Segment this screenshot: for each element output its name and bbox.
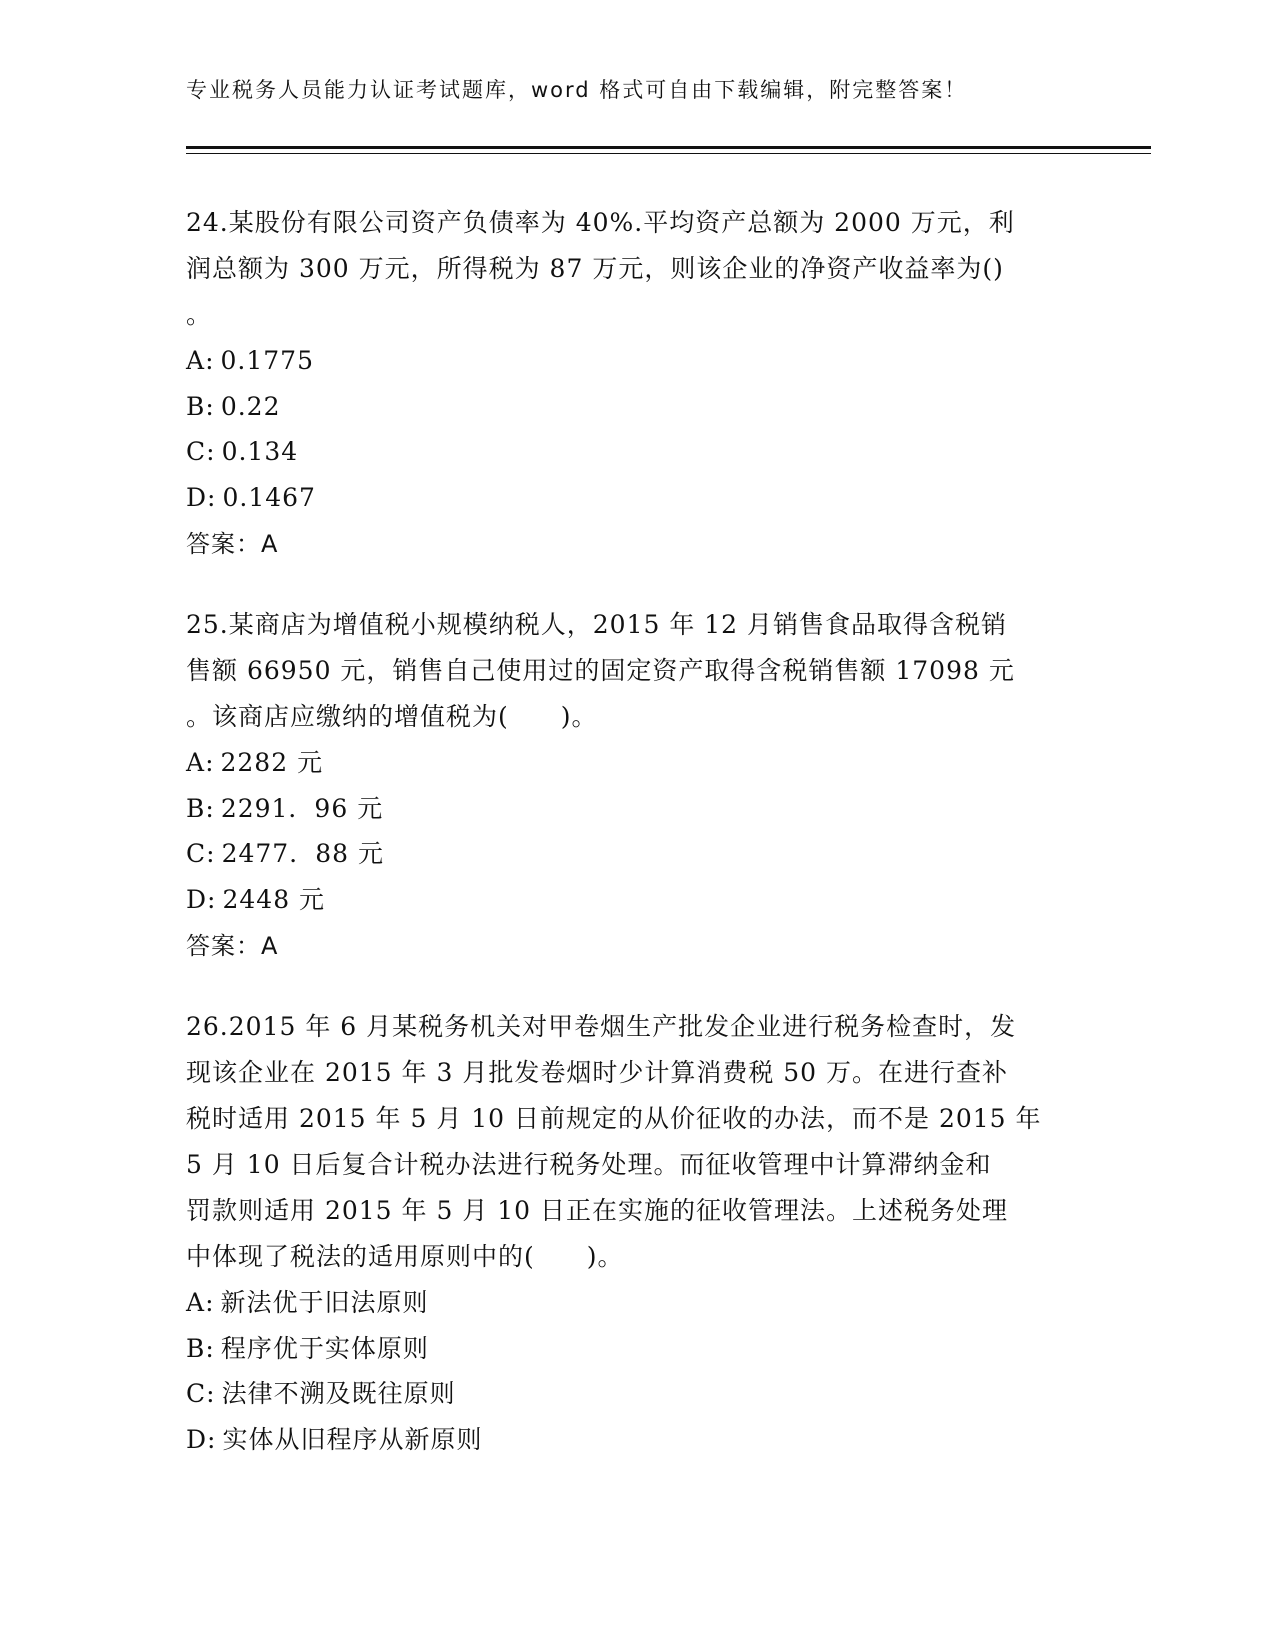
option-b: B: 程序优于实体原则 xyxy=(186,1333,429,1363)
option-text: 0.1467 xyxy=(222,482,316,512)
option-letter: A xyxy=(186,1288,206,1317)
option-text: 0.22 xyxy=(220,391,281,421)
question-26 xyxy=(186,1004,1086,1462)
option-text: 实体从旧程序从新原则 xyxy=(222,1424,483,1454)
stem-line: 税时适用 2015 年 5 月 10 日前规定的从价征收的办法，而不是 2015 年 xyxy=(186,1104,1042,1133)
option-text: 法律不溯及既往原则 xyxy=(221,1379,456,1408)
stem-line: 现该企业在 2015 年 3 月批发卷烟时少计算消费税 50 万。在进行查补 xyxy=(186,1058,1009,1087)
option-list xyxy=(186,740,1086,922)
stem-line: 24.某股份有限公司资产负债率为 40%.平均资产总额为 2000 万元，利 xyxy=(186,208,1015,237)
option-text: 程序优于实体原则 xyxy=(220,1333,429,1363)
stem-line: 中体现了税法的适用原则中的( )。 xyxy=(186,1242,624,1271)
option-letter: B xyxy=(186,1333,206,1363)
option-c: C: 0.134 xyxy=(186,437,299,466)
option-letter: D xyxy=(186,482,208,512)
option-letter: A xyxy=(186,748,206,777)
option-text: 新法优于旧法原则 xyxy=(220,1288,429,1317)
question-list xyxy=(186,200,1086,1498)
option-letter: C xyxy=(186,437,207,466)
option-text: 2291．96 元 xyxy=(220,793,384,823)
stem-line: 罚款则适用 2015 年 5 月 10 日正在实施的征收管理法。上述税务处理 xyxy=(186,1196,1009,1225)
option-d: D: 2448 元 xyxy=(186,884,326,914)
option-letter: D xyxy=(186,1424,208,1454)
answer-line: 答案：A xyxy=(186,530,279,558)
option-letter: B xyxy=(186,793,206,823)
option-list xyxy=(186,1280,1086,1462)
option-text: 2282 元 xyxy=(220,748,324,777)
stem-line: 5 月 10 日后复合计税办法进行税务处理。而征收管理中计算滞纳金和 xyxy=(186,1150,992,1179)
header-rule-thin xyxy=(186,153,1151,154)
stem-line: 。 xyxy=(186,300,213,329)
option-letter: A xyxy=(186,346,206,375)
option-text: 2477．88 元 xyxy=(221,839,384,868)
question-stem xyxy=(186,602,1086,740)
stem-line: 润总额为 300 万元，所得税为 87 万元，则该企业的净资产收益率为() xyxy=(186,254,1004,283)
option-d: D: 实体从旧程序从新原则 xyxy=(186,1424,483,1454)
option-letter: D xyxy=(186,884,208,914)
header-rule-thick xyxy=(186,146,1151,149)
option-b: B: 0.22 xyxy=(186,391,281,421)
stem-line: 26.2015 年 6 月某税务机关对甲卷烟生产批发企业进行税务检查时，发 xyxy=(186,1012,1017,1041)
option-c: C: 法律不溯及既往原则 xyxy=(186,1379,456,1408)
stem-line: 。该商店应缴纳的增值税为( )。 xyxy=(186,702,598,731)
option-text: 0.134 xyxy=(221,437,299,466)
question-stem xyxy=(186,1004,1086,1280)
stem-line: 25.某商店为增值税小规模纳税人，2015 年 12 月销售食品取得含税销 xyxy=(186,610,1008,639)
option-letter: C xyxy=(186,839,207,868)
page-header: 专业税务人员能力认证考试题库，word 格式可自由下载编辑，附完整答案！ xyxy=(186,78,968,102)
option-a: A: 新法优于旧法原则 xyxy=(186,1288,429,1317)
question-25 xyxy=(186,602,1086,968)
stem-line: 售额 66950 元，销售自己使用过的固定资产取得含税销售额 17098 元 xyxy=(186,656,1015,685)
option-text: 2448 元 xyxy=(222,884,326,914)
option-c: C: 2477．88 元 xyxy=(186,839,384,868)
option-text: 0.1775 xyxy=(220,346,314,375)
option-list xyxy=(186,338,1086,520)
question-stem xyxy=(186,200,1086,338)
question-24 xyxy=(186,200,1086,566)
option-a: A: 2282 元 xyxy=(186,748,324,777)
option-a: A: 0.1775 xyxy=(186,346,314,375)
option-b: B: 2291．96 元 xyxy=(186,793,384,823)
option-letter: B xyxy=(186,391,206,421)
option-letter: C xyxy=(186,1379,207,1408)
answer-line: 答案：A xyxy=(186,932,279,960)
option-d: D: 0.1467 xyxy=(186,482,316,512)
